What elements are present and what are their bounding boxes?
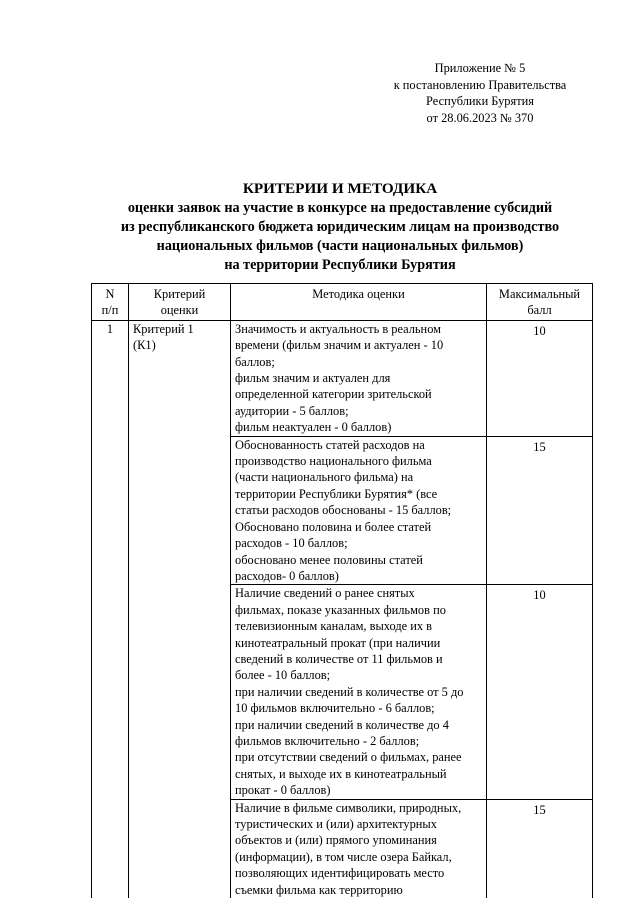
method-text-line: фильмах, показе указанных фильмов по (235, 602, 446, 617)
method-text-line: при наличии сведений в количестве от 5 до (235, 684, 464, 699)
max-score-cell: 10 (487, 585, 593, 799)
annex-republic: Республики Бурятия (426, 94, 534, 108)
row-criterion: Критерий 1 (К1) (129, 320, 231, 898)
method-text-line: позволяющих идентифицировать место (235, 866, 445, 881)
method-text-line: определенной категории зрительской (235, 387, 432, 402)
method-text-line: телевизионным каналам, выходе их в (235, 619, 433, 634)
method-text-line: объектов и (или) прямого упоминания (235, 833, 437, 848)
method-text-line: территории Республики Бурятия* (все (235, 486, 438, 501)
method-text-line: Обосновано половина и более статей (235, 519, 432, 534)
method-text-line: производство национального фильма (235, 454, 432, 469)
method-cell (231, 436, 487, 585)
table-row (92, 320, 593, 436)
method-text-line: расходов - 10 баллов; (235, 536, 348, 551)
method-text-line: кинотеатральный прокат (при наличии (235, 635, 441, 650)
method-text-line: статьи расходов обоснованы - 15 баллов; (235, 503, 452, 518)
method-text-line: аудитории - 5 баллов; (235, 403, 349, 418)
method-text-line: фильм значим и актуален для (235, 371, 391, 386)
title-line-5: на территории Республики Бурятия (224, 257, 456, 273)
annex-date: от 28.06.2023 № 370 (426, 110, 534, 125)
method-text-line: баллов; (235, 354, 275, 369)
method-text-line: Наличие сведений о ранее снятых (235, 586, 415, 601)
max-score-cell: 15 (487, 799, 593, 898)
method-text-line: прокат - 0 баллов) (235, 783, 331, 798)
method-text-line: сведений в количестве от 11 фильмов и (235, 651, 443, 666)
annex-header (380, 60, 580, 126)
annex-number: Приложение № 5 (434, 61, 526, 75)
method-text-line: (части национального фильма) на (235, 470, 414, 485)
table-header-row (92, 284, 593, 321)
method-text-line: расходов- 0 баллов) (235, 568, 339, 583)
method-text-line: 10 фильмов включительно - 6 баллов; (235, 701, 435, 716)
max-score-cell: 15 (487, 436, 593, 585)
method-text-line: при отсутствии сведений о фильмах, ранее (235, 750, 462, 765)
method-text-line: фильмов включительно - 2 баллов; (235, 733, 420, 748)
method-text-line: снятых, и выходе их в кинотеатральный (235, 766, 447, 781)
method-cell (231, 320, 487, 436)
method-text-line: более - 10 баллов; (235, 668, 331, 683)
max-score-cell: 10 (487, 320, 593, 436)
title-line-3: из республиканского бюджета юридическим лицам на производство (120, 219, 560, 235)
title-line-2: оценки заявок на участие в конкурсе на предоставление субсидий (127, 200, 553, 216)
annex-resolution: к постановлению Правительства (393, 77, 567, 92)
method-text-line: времени (фильм значим и актуален - 10 (235, 338, 444, 353)
method-cell (231, 585, 487, 799)
table-body (92, 320, 593, 898)
header-max-score: Максимальный балл (487, 284, 593, 321)
title-line-4: национальных фильмов (части национальных фильмов) (156, 238, 524, 254)
header-method: Методика оценки (231, 284, 487, 321)
header-criterion: Критерий оценки (129, 284, 231, 321)
method-text-line: фильм неактуален - 0 баллов) (235, 420, 392, 435)
method-text-line: Обоснованность статей расходов на (235, 437, 425, 452)
method-text-line: туристических и (или) архитектурных (235, 817, 437, 831)
criteria-table (91, 283, 593, 898)
method-text-line: съемки фильма как территорию (235, 882, 403, 897)
method-text-line: Наличие в фильме символики, природных, (235, 800, 462, 815)
method-text-line: при наличии сведений в количестве до 4 (235, 717, 449, 732)
method-text-line: Значимость и актуальность в реальном (235, 321, 441, 336)
row-number: 1 (92, 320, 129, 898)
method-cell (231, 799, 487, 898)
method-text-line: (информации), в том числе озера Байкал, (235, 849, 452, 864)
method-text-line: обосновано менее половины статей (235, 552, 423, 567)
header-number: N п/п (92, 284, 129, 321)
title-main: КРИТЕРИИ И МЕТОДИКА (242, 180, 438, 197)
document-title (40, 178, 640, 275)
